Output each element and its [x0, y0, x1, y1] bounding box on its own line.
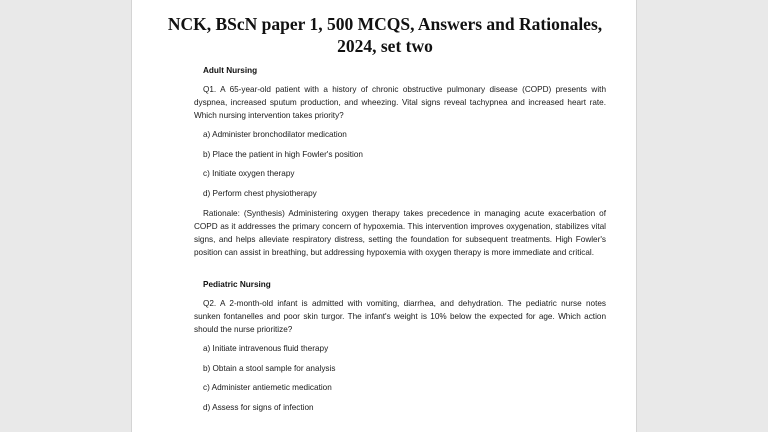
question-1-rationale: Rationale: (Synthesis) Administering oxygen therapy takes precedence in managing acute exacerbation of COPD as it addresses the primary concern of hypoxemia. This intervention improves oxygenation, stabilizes vital signs, and helps alleviate respiratory distress, setting the foundation for subsequent treatments. High Fowler's position can assist in breathing, but addressing hypoxemia with oxygen therapy is more immediate and critical. [194, 209, 606, 257]
question-2-option-a: a) Initiate intravenous fluid therapy [203, 344, 329, 353]
question-1-text: Q1. A 65-year-old patient with a history of chronic obstructive pulmonary disease (COPD) presents with dyspnea, increased sputum production, and wheezing. Vital signs reveal tachypnea and increased heart rate. Which nursing intervention takes priority? [194, 85, 606, 120]
section-heading-pediatric-nursing: Pediatric Nursing [203, 280, 271, 289]
question-1-option-a: a) Administer bronchodilator medication [203, 130, 347, 139]
question-1-option-c: c) Initiate oxygen therapy [203, 169, 295, 178]
document-page [131, 0, 637, 432]
question-1-option-b: b) Place the patient in high Fowler's position [203, 150, 363, 159]
question-2-option-c: c) Administer antiemetic medication [203, 383, 332, 392]
question-2-text: Q2. A 2-month-old infant is admitted with vomiting, diarrhea, and dehydration. The pediatric nurse notes sunken fontanelles and poor skin turgor. The infant's weight is 10% below the expected for age. Which action should the nurse prioritize? [194, 299, 606, 334]
question-2-option-d: d) Assess for signs of infection [203, 403, 314, 412]
document-title: NCK, BScN paper 1, 500 MCQS, Answers and Rationales, 2024, set two [167, 14, 603, 56]
section-heading-adult-nursing: Adult Nursing [203, 66, 258, 75]
question-1-option-d: d) Perform chest physiotherapy [203, 189, 317, 198]
question-2-option-b: b) Obtain a stool sample for analysis [203, 364, 336, 373]
